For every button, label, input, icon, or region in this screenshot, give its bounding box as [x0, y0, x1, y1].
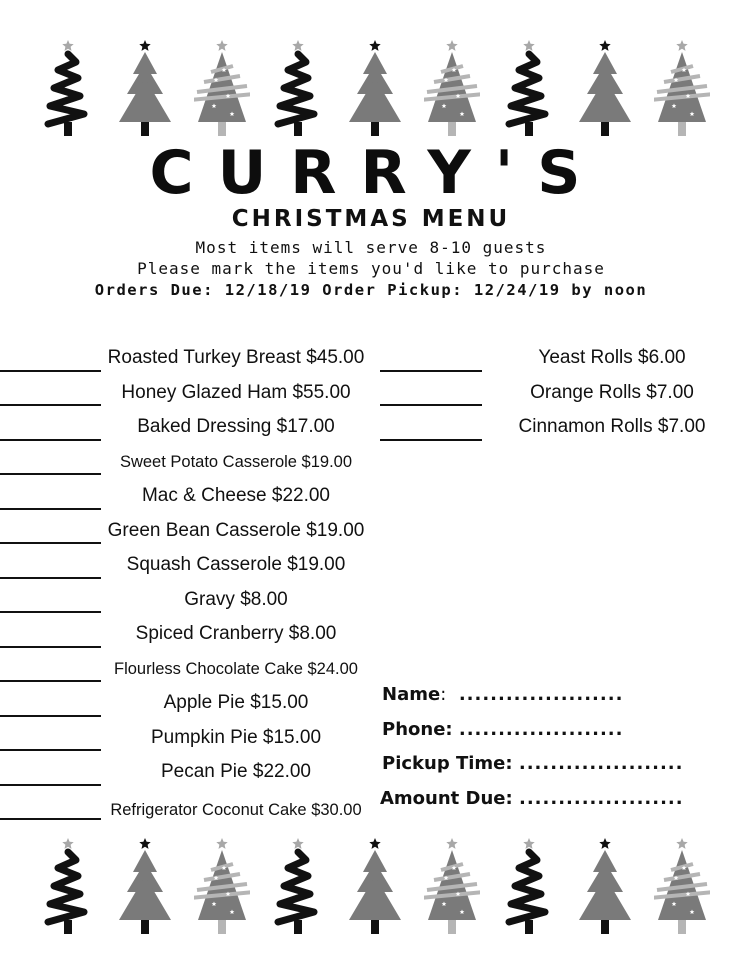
striped-tree-icon	[654, 838, 710, 934]
customer-info-form	[382, 684, 722, 822]
order-mark-line[interactable]	[0, 473, 101, 475]
menu-item: Gravy $8.00	[184, 588, 288, 610]
striped-tree-icon	[654, 40, 710, 136]
striped-tree-icon	[194, 40, 250, 136]
menu-item: Squash Casserole $19.00	[126, 554, 346, 575]
menu-row	[0, 585, 372, 620]
plain-tree-icon	[117, 40, 173, 136]
pickup-dots: .....................	[518, 753, 684, 774]
phone-label: Phone:	[382, 718, 453, 740]
menu-subtitle: CHRISTMAS MENU	[231, 206, 511, 232]
menu-item: Mac & Cheese $22.00	[141, 485, 330, 506]
order-mark-line[interactable]	[0, 749, 101, 751]
name-field[interactable]	[382, 684, 722, 719]
pickup-time-field[interactable]	[382, 753, 722, 788]
plain-tree-icon	[347, 838, 403, 934]
phone-dots: .....................	[458, 718, 624, 740]
menu-row	[0, 516, 372, 551]
menu-item: Pecan Pie $22.00	[160, 761, 311, 782]
amount-dots: .....................	[519, 787, 684, 809]
order-mark-line[interactable]	[380, 404, 482, 406]
order-mark-line[interactable]	[0, 646, 101, 648]
restaurant-title: CURRY'S	[149, 138, 605, 208]
menu-item: Green Bean Casserole $19.00	[107, 519, 365, 541]
order-mark-line[interactable]	[0, 715, 101, 717]
spiral-tree-icon	[40, 838, 96, 934]
spiral-tree-icon	[40, 40, 96, 136]
order-mark-line[interactable]	[0, 439, 101, 441]
menu-row	[0, 723, 372, 758]
instruction-note: Please mark the items you'd like to purchase	[137, 259, 605, 278]
menu-item: Cinnamon Rolls $7.00	[518, 416, 706, 437]
name-dots: .....................	[458, 684, 624, 705]
spiral-tree-icon	[501, 838, 557, 934]
top-tree-border	[40, 40, 710, 136]
menu-item: Spiced Cranberry $8.00	[135, 623, 337, 644]
menu-item: Yeast Rolls $6.00	[538, 347, 686, 368]
order-mark-line[interactable]	[0, 577, 101, 579]
menu-list-left	[0, 343, 372, 826]
spiral-tree-icon	[270, 838, 326, 934]
menu-row	[380, 378, 720, 413]
plain-tree-icon	[117, 838, 173, 934]
amount-due-field[interactable]	[380, 788, 722, 823]
menu-row	[0, 550, 372, 585]
spiral-tree-icon	[270, 40, 326, 136]
menu-item: Orange Rolls $7.00	[530, 381, 694, 403]
striped-tree-icon	[194, 838, 250, 934]
plain-tree-icon	[577, 838, 633, 934]
bottom-tree-border	[40, 838, 710, 934]
menu-item: Apple Pie $15.00	[163, 692, 309, 713]
amount-due-label: Amount Due:	[380, 787, 513, 809]
plain-tree-icon	[577, 40, 633, 136]
menu-item: Roasted Turkey Breast $45.00	[107, 347, 365, 368]
phone-field[interactable]	[382, 719, 722, 754]
menu-row	[0, 654, 372, 689]
order-mark-line[interactable]	[0, 818, 101, 820]
menu-row	[0, 757, 372, 792]
spiral-tree-icon	[501, 40, 557, 136]
menu-item: Refrigerator Coconut Cake $30.00	[110, 800, 362, 819]
striped-tree-icon	[424, 40, 480, 136]
menu-item: Flourless Chocolate Cake $24.00	[114, 659, 358, 678]
order-mark-line[interactable]	[380, 370, 482, 372]
menu-row	[0, 792, 372, 827]
menu-item: Pumpkin Pie $15.00	[150, 726, 322, 748]
order-mark-line[interactable]	[0, 680, 101, 682]
menu-row	[380, 343, 720, 378]
order-mark-line[interactable]	[0, 404, 101, 406]
serving-note: Most items will serve 8-10 guests	[195, 238, 547, 257]
order-mark-line[interactable]	[0, 508, 101, 510]
plain-tree-icon	[347, 40, 403, 136]
order-dates: Orders Due: 12/18/19 Order Pickup: 12/24/19 by noon	[94, 281, 648, 299]
menu-row	[0, 378, 372, 413]
striped-tree-icon	[424, 838, 480, 934]
order-mark-line[interactable]	[0, 611, 101, 613]
name-colon: :	[440, 684, 447, 705]
name-label: Name	[382, 684, 441, 705]
pickup-time-label: Pickup Time:	[382, 753, 513, 774]
menu-list-right	[380, 343, 720, 447]
menu-row	[0, 343, 372, 378]
menu-item: Baked Dressing $17.00	[137, 416, 335, 437]
menu-row	[0, 447, 372, 482]
order-mark-line[interactable]	[0, 370, 101, 372]
menu-row	[0, 619, 372, 654]
menu-row	[380, 412, 720, 447]
menu-row	[0, 688, 372, 723]
menu-row	[0, 412, 372, 447]
menu-item: Sweet Potato Casserole $19.00	[119, 452, 353, 471]
order-mark-line[interactable]	[380, 439, 482, 441]
menu-row	[0, 481, 372, 516]
menu-item: Honey Glazed Ham $55.00	[121, 381, 351, 403]
order-mark-line[interactable]	[0, 542, 101, 544]
order-mark-line[interactable]	[0, 784, 101, 786]
